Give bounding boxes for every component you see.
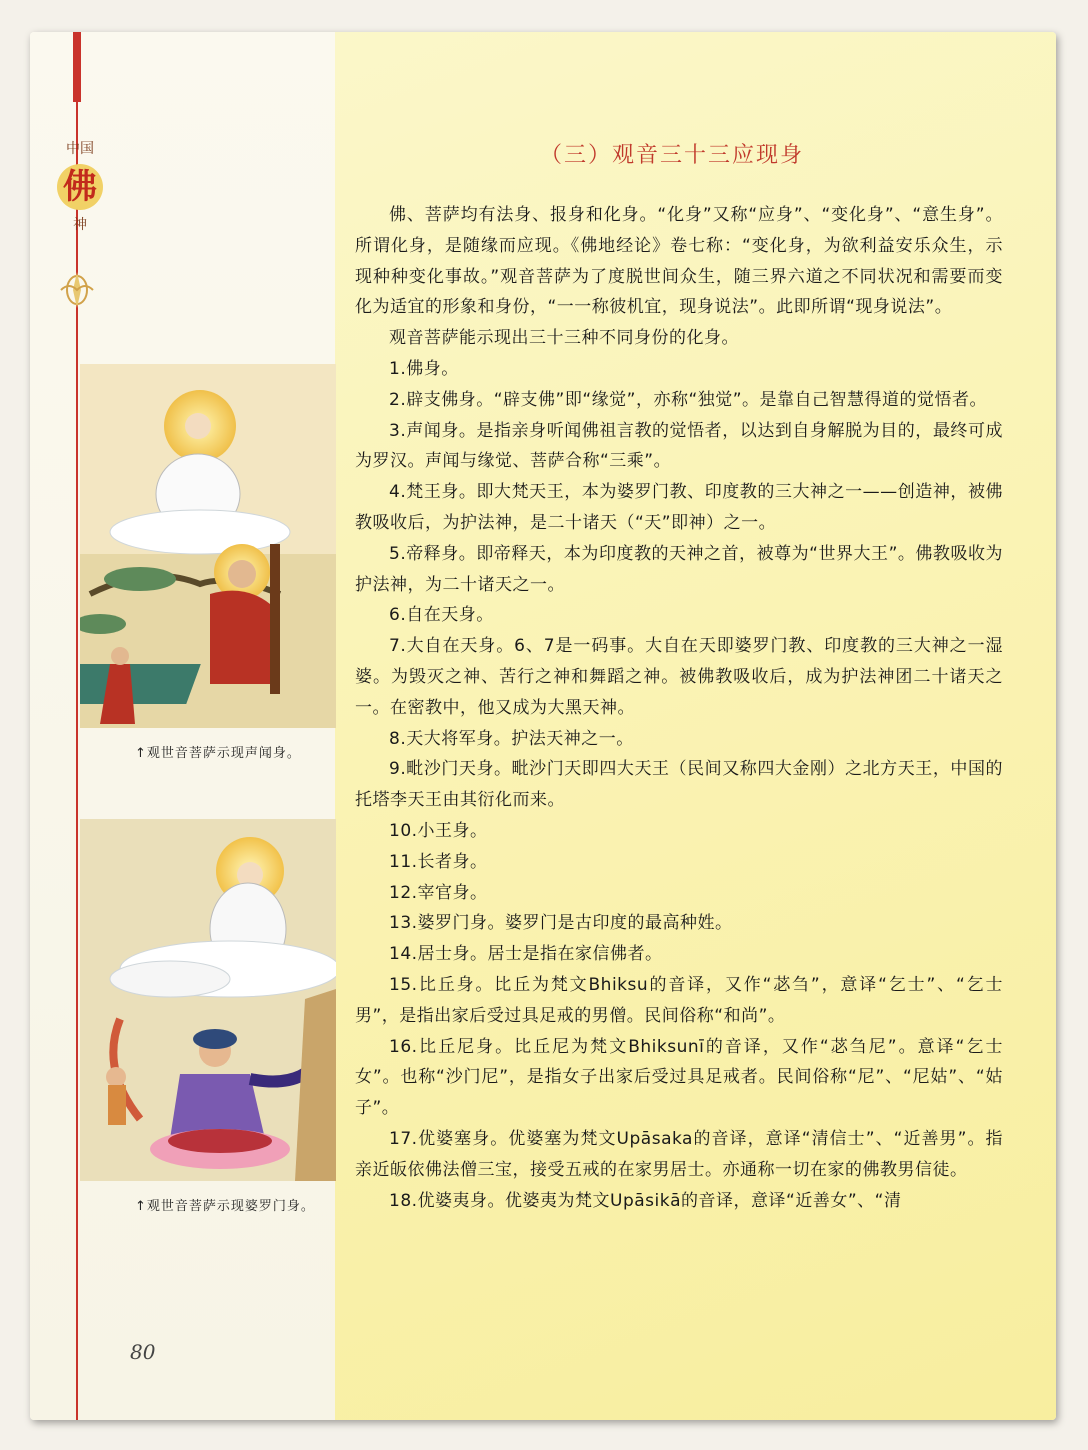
lotus-ornament-icon [57,262,97,322]
list-item: 11.长者身。 [389,851,488,872]
painting-sravaka-image [80,364,336,728]
list-item: 6.自在天身。 [389,605,494,626]
list-item: 14.居士身。居士是指在家信佛者。 [389,944,663,965]
series-top-label: 中国 [66,141,94,157]
series-char: 佛 [57,164,103,210]
section-title: （三）观音三十三应现身 [540,143,805,168]
list-item: 13.婆罗门身。婆罗门是古印度的最高种姓。 [389,913,733,934]
list-item: 7.大自在天身。6、7是一码事。大自在天即婆罗门教、印度教的三大神之一湿婆。为毁灭之神、苦行之神和舞蹈之神。被佛教吸收后，成为护法神团二十诸天之一。在密教中，他又成为大黑天神。 [355,636,1003,718]
body-text [355,200,1003,1216]
red-margin-line [76,32,78,1420]
list-item: 17.优婆塞身。优婆塞为梵文Upāsaka的音译，意译“清信士”、“近善男”。指亲近皈依佛法僧三宝，接受五戒的在家男居士。亦通称一切在家的佛教男信徒。 [355,1128,1003,1180]
caption-illustration-2: ↑观世音菩萨示现婆罗门身。 [135,1199,315,1214]
list-item: 8.天大将军身。护法天神之一。 [389,728,634,749]
illustration-sravaka [80,364,336,728]
list-item: 16.比丘尼身。比丘尼为梵文Bhiksunī的音译，又作“苾刍尼”。意译“乞士女”。也称“沙门尼”，是指女子出家后受过具足戒者。民间俗称“尼”、“尼姑”、“姑子”。 [355,1036,1003,1119]
list-item: 18.优婆夷身。优婆夷为梵文Upāsikā的音译，意译“近善女”、“清 [389,1190,902,1211]
red-margin-bar [73,32,81,102]
list-item: 15.比丘身。比丘为梵文Bhiksu的音译，又作“苾刍”，意译“乞士”、“乞士男”，是指出家后受过具足戒的男僧。民间俗称“和尚”。 [355,974,1003,1026]
list-item: 5.帝释身。即帝释天，本为印度教的天神之首，被尊为“世界大王”。佛教吸收为护法神，为二十诸天之一。 [355,543,1003,595]
paragraph: 佛、菩萨均有法身、报身和化身。“化身”又称“应身”、“变化身”、“意生身”。所谓化身，是随缘而应现。《佛地经论》卷七称：“变化身，为欲利益安乐众生，示现种种变化事故。”观音菩萨为了度脱世间众生，随三界六道之不同状况和需要而变化为适宜的形象和身份，“一一称彼机宜，现身说法”。此即所谓“现身说法”。 [355,205,1003,318]
list-item: 3.声闻身。是指亲身听闻佛祖言教的觉悟者，以达到自身解脱为目的，最终可成为罗汉。声闻与缘觉、菩萨合称“三乘”。 [355,420,1003,472]
list-item: 1.佛身。 [389,358,459,379]
list-item: 2.辟支佛身。“辟支佛”即“缘觉”，亦称“独觉”。是靠自己智慧得道的觉悟者。 [389,389,988,410]
list-item: 4.梵王身。即大梵天王，本为婆罗门教、印度教的三大神之一——创造神，被佛教吸收后，为护法神，是二十诸天（“天”即神）之一。 [355,482,1003,533]
list-item: 10.小王身。 [389,820,488,841]
paragraph: 观音菩萨能示现出三十三种不同身份的化身。 [389,328,739,349]
series-bottom-label: 神 [73,217,87,233]
painting-brahmin-image [80,819,336,1181]
list-item: 12.宰官身。 [389,882,488,903]
list-item: 9.毗沙门天身。毗沙门天即四大天王（民间又称四大金刚）之北方天王，中国的托塔李天王由其衍化而来。 [355,759,1003,811]
page-number: 80 [130,1340,156,1364]
series-logo [50,140,110,234]
illustration-brahmin [80,819,336,1181]
book-page [30,32,1056,1420]
caption-illustration-1: ↑观世音菩萨示现声闻身。 [135,746,301,761]
